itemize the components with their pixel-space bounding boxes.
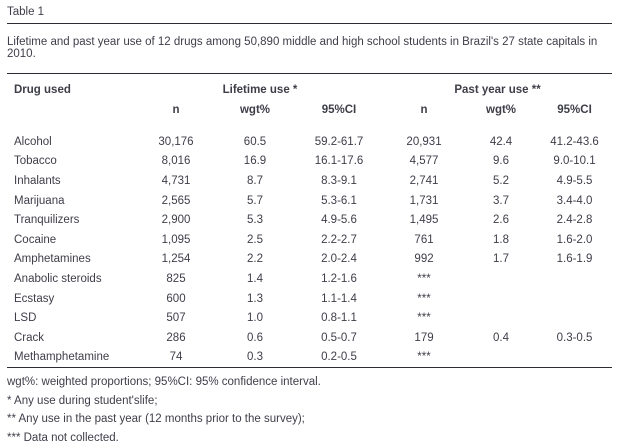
value-cell: 0.2-0.5 [321, 351, 357, 364]
col-subheader-pastyear-wgt: wgt% [486, 103, 517, 116]
value-cell: 3.7 [493, 194, 510, 207]
value-cell: 0.3-0.5 [556, 331, 593, 344]
value-cell: 8.3-9.1 [321, 174, 357, 187]
value-cell [537, 289, 612, 309]
footnote-pastyear: ** Any use in the past year (12 months prior to the survey); [7, 413, 305, 426]
value-cell [537, 308, 612, 328]
value-cell: 992 [414, 253, 434, 266]
value-cell: 1.3 [247, 292, 263, 305]
table-row [7, 250, 612, 270]
value-cell: 42.4 [489, 135, 513, 148]
table-row [7, 328, 612, 348]
value-cell: 9.0-10.1 [553, 155, 596, 168]
footnote-lifetime: * Any use during student'slife; [7, 394, 158, 407]
footnote-missing-data: *** Data not collected. [7, 431, 119, 444]
drug-name-cell: Marijuana [14, 194, 65, 207]
value-cell: 2.5 [247, 233, 263, 246]
drug-use-table [7, 74, 612, 367]
table-body [7, 125, 612, 367]
header-sub-row [7, 100, 612, 125]
drug-name-cell: Methamphetamine [14, 351, 110, 364]
drug-name-cell: Amphetamines [14, 253, 91, 266]
value-cell: 5.3-6.1 [321, 194, 357, 207]
table-row [7, 132, 612, 152]
value-cell: 9.6 [493, 155, 510, 168]
value-cell: 1.6-1.9 [556, 253, 593, 266]
drug-name-cell: LSD [14, 312, 37, 325]
drug-name-cell: Tobacco [14, 155, 57, 168]
value-cell [465, 269, 537, 289]
value-cell: 2.6 [493, 214, 510, 227]
value-cell: 825 [166, 272, 186, 285]
drug-name-cell: Alcohol [14, 135, 52, 148]
value-cell: 5.3 [247, 214, 263, 227]
footnotes [7, 368, 612, 447]
table-caption: Lifetime and past year use of 12 drugs among 50,890 middle and high school students in Brazil's 27 state capitals in 2010. [7, 36, 598, 60]
value-cell: 286 [166, 331, 186, 344]
value-cell: 30,176 [158, 135, 194, 148]
col-subheader-pastyear-n: n [420, 103, 428, 116]
value-cell: 60.5 [243, 135, 267, 148]
value-cell: 74 [169, 351, 183, 364]
value-cell [537, 269, 612, 289]
drug-name-cell: Cocaine [14, 233, 57, 246]
col-subheader-lifetime-ci: 95%CI [321, 103, 357, 116]
value-cell [465, 308, 537, 328]
table-row [7, 348, 612, 368]
col-subheader-pastyear-ci: 95%CI [557, 103, 592, 116]
table-row [7, 230, 612, 250]
table-row [7, 191, 612, 211]
value-cell: 1,495 [409, 214, 439, 227]
value-cell: 0.4 [493, 331, 510, 344]
drug-name-cell: Anabolic steroids [14, 272, 102, 285]
value-cell: 41.2-43.6 [550, 135, 599, 148]
value-cell: 16.1-17.6 [314, 155, 364, 168]
value-cell: 4.9-5.5 [556, 174, 593, 187]
col-header-lifetime-use: Lifetime use * [222, 84, 298, 96]
table-label: Table 1 [7, 6, 45, 18]
value-cell: *** [417, 351, 431, 364]
col-header-past-year-use: Past year use ** [454, 84, 541, 96]
value-cell: *** [417, 292, 431, 305]
value-cell [465, 289, 537, 309]
value-cell: *** [417, 272, 431, 285]
drug-name-cell: Ecstasy [14, 292, 55, 305]
value-cell: 4,731 [161, 174, 191, 187]
value-cell: 2.4-2.8 [556, 214, 593, 227]
value-cell: 4.9-5.6 [321, 214, 357, 227]
value-cell: 20,931 [406, 135, 442, 148]
drug-name-cell: Inhalants [14, 174, 61, 187]
col-subheader-lifetime-wgt: wgt% [239, 103, 271, 116]
footnote-abbreviations: wgt%: weighted proportions; 95%CI: 95% confidence interval. [7, 376, 321, 389]
col-header-drug-used: Drug used [14, 84, 71, 96]
drug-name-cell: Crack [14, 331, 45, 344]
value-cell: 2.2-2.7 [321, 233, 357, 246]
value-cell: *** [417, 312, 431, 325]
value-cell: 59.2-61.7 [314, 135, 364, 148]
table-header [7, 74, 612, 125]
value-cell: 2.0-2.4 [321, 253, 357, 266]
table-row [7, 289, 612, 309]
value-cell: 0.8-1.1 [321, 312, 357, 325]
value-cell: 2,565 [161, 194, 191, 207]
value-cell: 507 [166, 312, 186, 325]
table-row [7, 152, 612, 172]
col-subheader-empty [7, 100, 137, 125]
value-cell: 1.8 [493, 233, 510, 246]
value-cell: 16.9 [243, 155, 267, 168]
value-cell: 2.2 [247, 253, 263, 266]
value-cell: 8.7 [247, 174, 263, 187]
value-cell: 1.2-1.6 [321, 272, 357, 285]
col-subheader-lifetime-n: n [172, 103, 180, 116]
value-cell: 0.6 [247, 331, 263, 344]
value-cell: 1,095 [161, 233, 191, 246]
value-cell: 1.1-1.4 [321, 292, 357, 305]
value-cell: 0.3 [247, 351, 263, 364]
value-cell [537, 348, 612, 368]
table-row [7, 269, 612, 289]
value-cell: 5.2 [493, 174, 510, 187]
body-spacer-row [7, 125, 612, 132]
table-row [7, 210, 612, 230]
value-cell: 600 [166, 292, 186, 305]
value-cell: 1.6-2.0 [556, 233, 593, 246]
value-cell: 5.7 [247, 194, 263, 207]
value-cell: 8,016 [161, 155, 191, 168]
value-cell: 1.0 [247, 312, 263, 325]
value-cell: 2,741 [409, 174, 439, 187]
value-cell [465, 348, 537, 368]
value-cell: 3.4-4.0 [556, 194, 593, 207]
value-cell: 1.7 [493, 253, 510, 266]
value-cell: 1,254 [161, 253, 191, 266]
value-cell: 1.4 [247, 272, 263, 285]
value-cell: 4,577 [409, 155, 439, 168]
value-cell: 761 [414, 233, 434, 246]
value-cell: 1,731 [409, 194, 439, 207]
drug-name-cell: Tranquilizers [14, 214, 80, 227]
value-cell: 179 [414, 331, 434, 344]
value-cell: 0.5-0.7 [321, 331, 357, 344]
table-row [7, 171, 612, 191]
value-cell: 2,900 [161, 214, 191, 227]
table-row [7, 308, 612, 328]
header-group-row [7, 74, 612, 100]
